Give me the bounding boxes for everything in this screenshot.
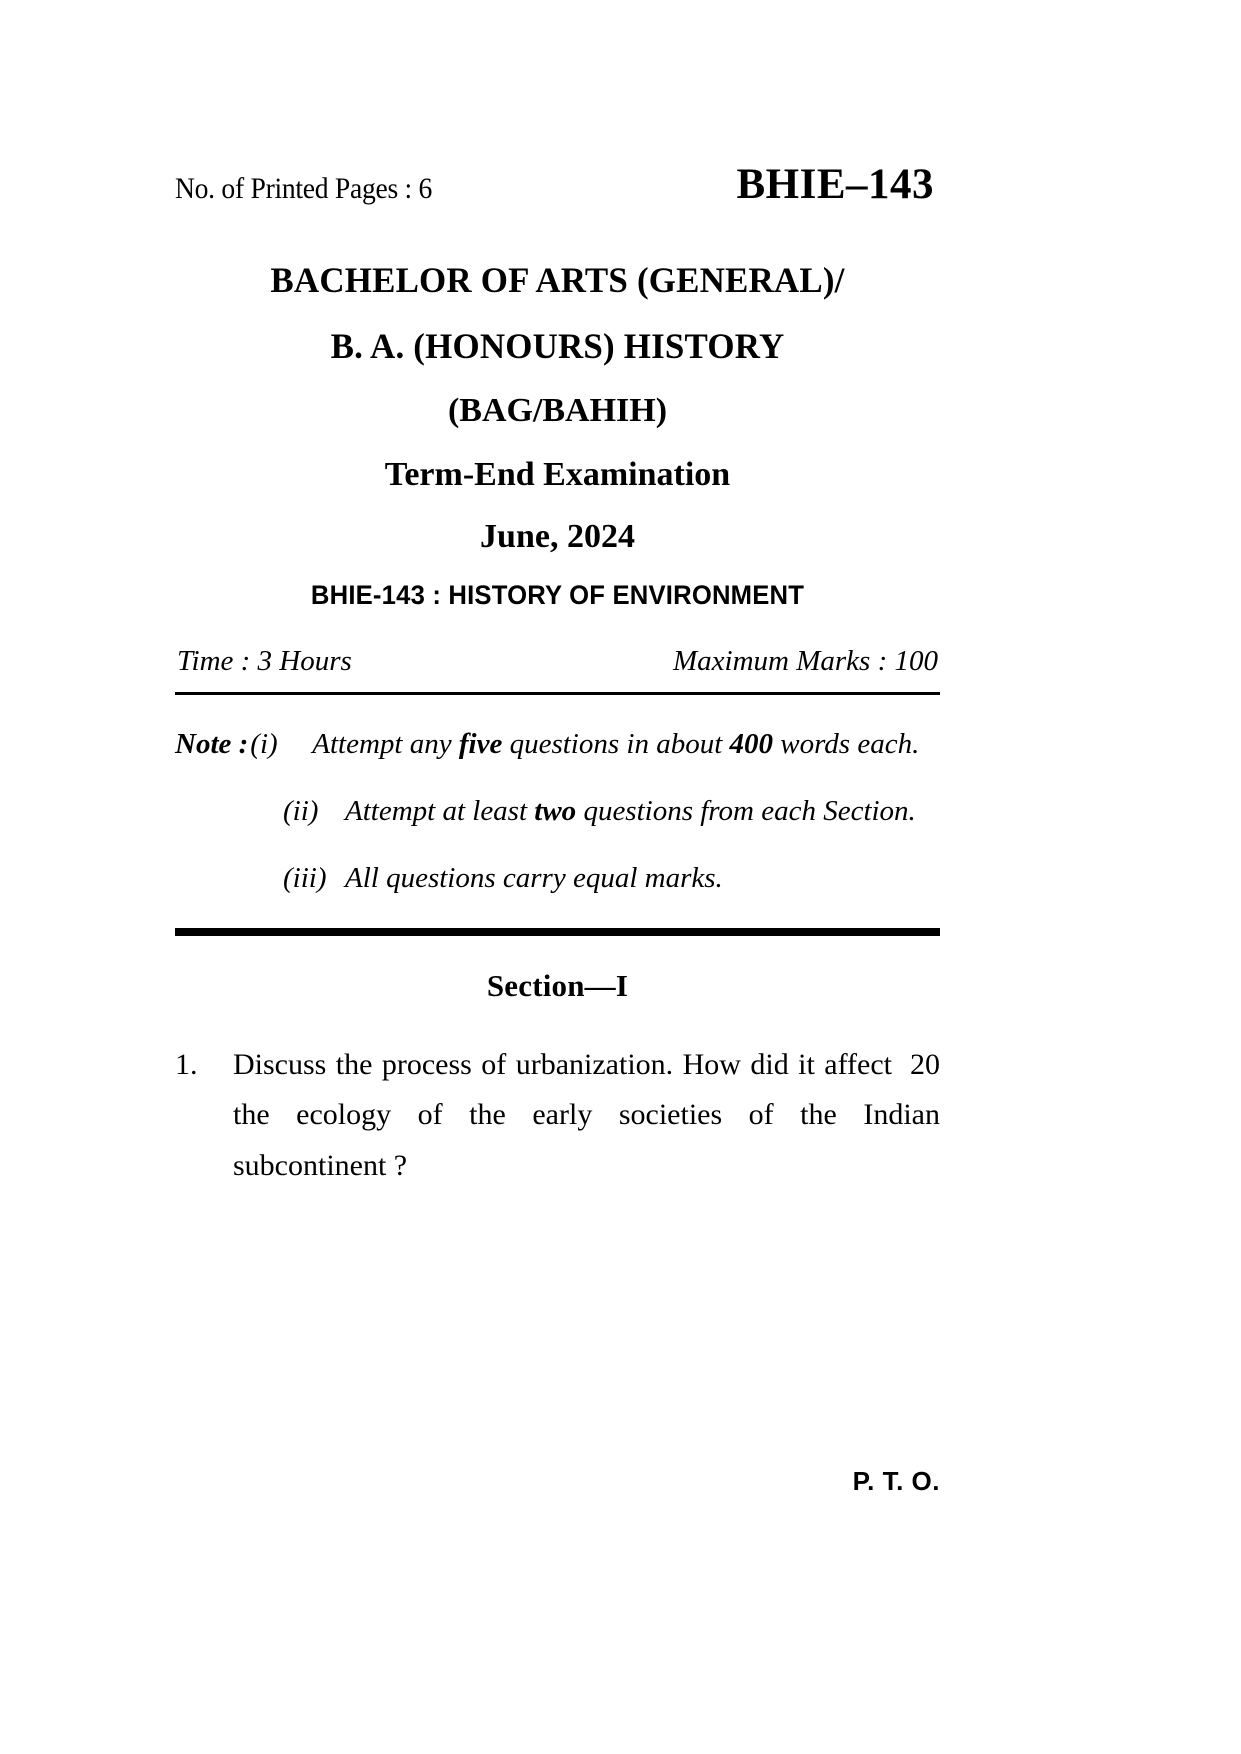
question-item [175, 1040, 940, 1191]
note-text-i-part2: questions in about [502, 728, 730, 760]
examination-session-line: June, 2024 [480, 518, 635, 555]
pto-label: P. T. O. [852, 1466, 940, 1496]
section-divider [175, 928, 940, 936]
note-emphasis-five: five [458, 728, 503, 760]
note-text-i [312, 721, 940, 768]
note-emphasis-400: 400 [729, 728, 773, 760]
examination-type-line: Term-End Examination [384, 456, 731, 493]
page-content [175, 160, 940, 1191]
question-body [233, 1040, 940, 1191]
note-marker-iii: (iii) [283, 861, 327, 894]
note-item [175, 855, 940, 902]
note-block [175, 721, 940, 902]
question-marks: 20 [910, 1047, 940, 1081]
note-text-i-part3: words each. [773, 728, 920, 760]
time-allowed: Time : 3 Hours [177, 645, 352, 677]
programme-title-line-2: B. A. (HONOURS) HISTORY [330, 326, 785, 366]
page-header [175, 160, 940, 220]
page-footer [175, 1466, 940, 1497]
printed-pages-label: No. of Printed Pages : 6 [175, 172, 433, 205]
programme-title-line-1: BACHELOR OF ARTS (GENERAL)/ [270, 260, 845, 300]
note-text-ii-part1: Attempt at least [345, 794, 535, 827]
maximum-marks: Maximum Marks : 100 [673, 645, 938, 677]
note-emphasis-two: two [534, 794, 577, 827]
note-marker-i: (i) [250, 728, 278, 760]
question-text: Discuss the process of urbanization. How did it affect the ecology of the early societies of the Indian subcontinent ? [233, 1047, 940, 1182]
title-block [175, 262, 940, 611]
note-label: Note : [175, 728, 249, 760]
note-text-iii: All questions carry equal marks. [345, 861, 723, 894]
note-item [175, 788, 940, 835]
note-item [175, 721, 940, 768]
section-heading: Section—I [486, 967, 629, 1003]
exam-info-row [175, 645, 940, 678]
question-number: 1. [175, 1047, 198, 1081]
note-marker-ii: (ii) [283, 794, 319, 827]
programme-code-line: (BAG/BAHIH) [447, 392, 668, 429]
header-divider [175, 692, 940, 695]
subject-title: BHIE-143 : HISTORY OF ENVIRONMENT [310, 580, 805, 610]
note-text-ii [345, 788, 940, 835]
note-text-i-part1: Attempt any [312, 728, 459, 760]
course-code: BHIE–143 [736, 161, 934, 208]
note-text-ii-part2: questions from each Section. [576, 794, 916, 827]
